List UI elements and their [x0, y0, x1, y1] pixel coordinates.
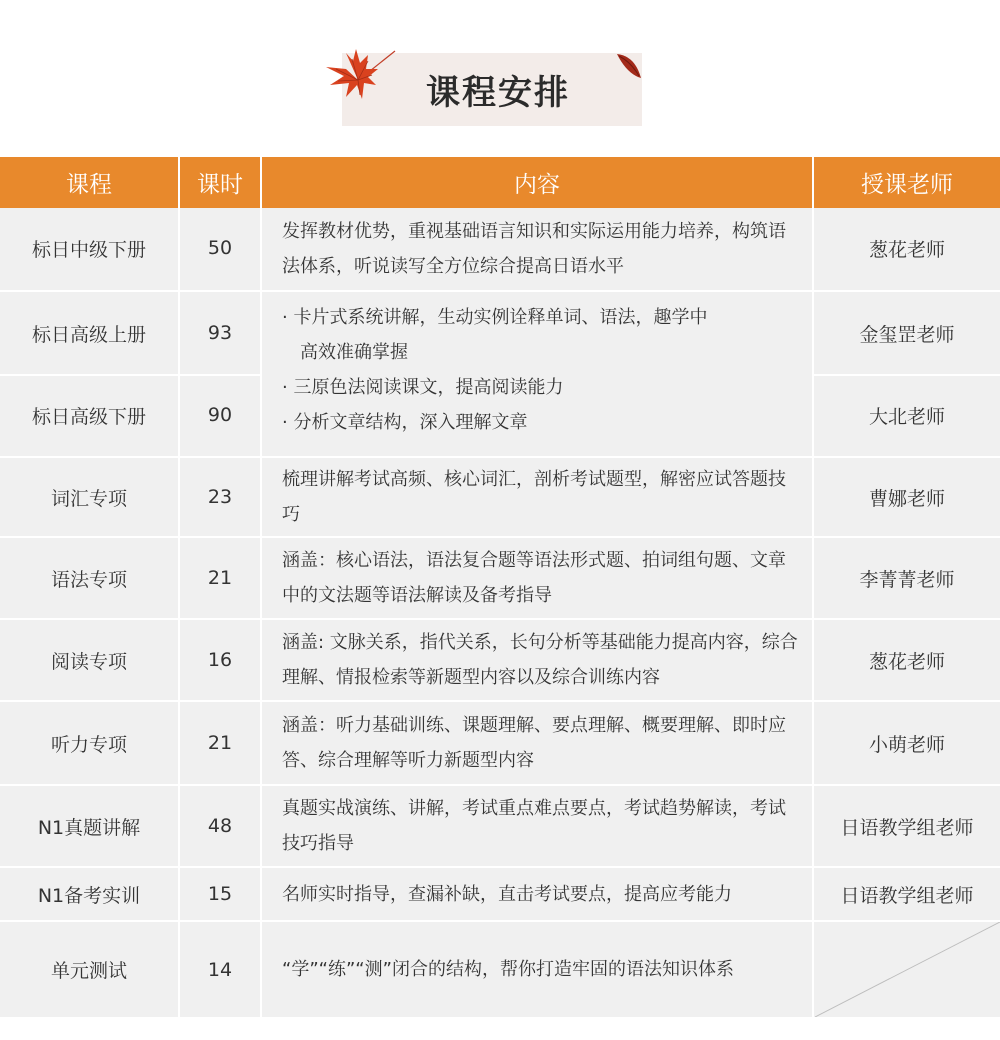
table-cell-course: 词汇专项 [50, 487, 127, 510]
row-divider [0, 866, 1000, 868]
table-cell-hours: 93 [207, 322, 233, 344]
table-cell-course: N1真题讲解 [37, 816, 141, 839]
table-cell-hours: 50 [207, 237, 233, 259]
table-cell-content: 涵盖：核心语法，语法复合题等语法形式题、拍词组句题、文章中的文法题等语法解读及备考指导 [282, 550, 786, 606]
table-cell-hours: 48 [207, 815, 233, 837]
table-cell-hours: 21 [207, 732, 233, 754]
row-divider [0, 374, 260, 376]
table-cell-content: “学”“练”“测”闭合的结构，帮你打造牢固的语法知识体系 [282, 959, 734, 980]
row-divider [0, 700, 1000, 702]
table-body [0, 208, 1000, 1017]
table-cell-content: 梳理讲解考试高频、核心词汇，剖析考试题型，解密应试答题技巧 [282, 469, 786, 525]
table-cell-course: 阅读专项 [50, 650, 127, 673]
table-cell-content: 名师实时指导，查漏补缺，直击考试要点，提高应考能力 [282, 883, 732, 905]
maple-leaf-icon [322, 45, 396, 111]
table-cell-hours: 23 [207, 486, 233, 508]
table-cell-teacher: 日语教学组老师 [840, 884, 974, 907]
table-cell-course: 听力专项 [50, 733, 127, 756]
row-divider [0, 456, 1000, 458]
table-cell-teacher: 葱花老师 [868, 650, 945, 673]
header-teacher: 授课老师 [861, 172, 953, 198]
table-cell-course: 语法专项 [50, 568, 127, 591]
header-course: 课程 [66, 172, 112, 198]
table-cell-teacher: 日语教学组老师 [840, 816, 974, 839]
row-divider [0, 920, 1000, 922]
course-schedule-table [0, 157, 1000, 982]
header-hours: 课时 [197, 172, 243, 198]
table-cell-content: 涵盖: 文脉关系，指代关系，长句分析等基础能力提高内容，综合理解、情报检索等新题型内容以及综合训练内容 [282, 632, 798, 688]
table-cell-hours: 90 [207, 404, 233, 426]
table-cell-hours: 15 [207, 883, 233, 905]
column-divider [178, 208, 180, 1017]
table-cell-course: 标日中级下册 [31, 238, 146, 261]
bullet-item-continuation: 高效准确掌握 [300, 342, 408, 363]
table-cell-hours: 21 [207, 567, 233, 589]
table-cell-course: 单元测试 [50, 960, 127, 982]
bullet-item: · 卡片式系统讲解，生动实例诠释单词、语法，趣学中 [282, 307, 708, 328]
header-content: 内容 [514, 172, 560, 198]
page-title: 课程安排 [426, 73, 570, 113]
table-cell-teacher: 大北老师 [868, 405, 945, 428]
table-cell-content-merged [262, 292, 812, 458]
table-cell-course: 标日高级下册 [31, 405, 146, 428]
row-divider [0, 784, 1000, 786]
row-divider [812, 374, 1000, 376]
table-cell-content: 真题实战演练、讲解，考试重点难点要点，考试趋势解读，考试技巧指导 [282, 798, 786, 854]
curled-leaf-icon [613, 52, 643, 82]
table-cell-content: 发挥教材优势，重视基础语言知识和实际运用能力培养，构筑语法体系，听说读写全方位综合提高日语水平 [282, 221, 786, 277]
empty-cell-diagonal [815, 922, 1000, 1017]
table-cell-teacher: 金玺罡老师 [859, 323, 955, 346]
bullet-item: · 分析文章结构，深入理解文章 [282, 412, 528, 433]
row-divider [260, 290, 812, 292]
table-cell-content: 涵盖：听力基础训练、课题理解、要点理解、概要理解、即时应答、综合理解等听力新题型内容 [282, 715, 786, 771]
table-cell-teacher: 李菁菁老师 [859, 568, 955, 591]
table-cell-teacher: 葱花老师 [868, 238, 945, 261]
row-divider [0, 290, 260, 292]
table-cell-course: 标日高级上册 [31, 323, 146, 346]
table-cell-hours: 16 [207, 649, 233, 671]
row-divider [812, 290, 1000, 292]
table-header [0, 157, 1000, 208]
table-cell-hours: 14 [207, 958, 233, 981]
bullet-item: · 三原色法阅读课文，提高阅读能力 [282, 377, 564, 398]
table-cell-teacher: 小萌老师 [868, 733, 945, 756]
table-cell-teacher: 曹娜老师 [868, 487, 945, 510]
table-cell-course: N1备考实训 [37, 884, 141, 907]
row-divider [0, 618, 1000, 620]
column-divider [812, 208, 814, 1017]
column-divider [260, 208, 262, 1017]
row-divider [0, 536, 1000, 538]
